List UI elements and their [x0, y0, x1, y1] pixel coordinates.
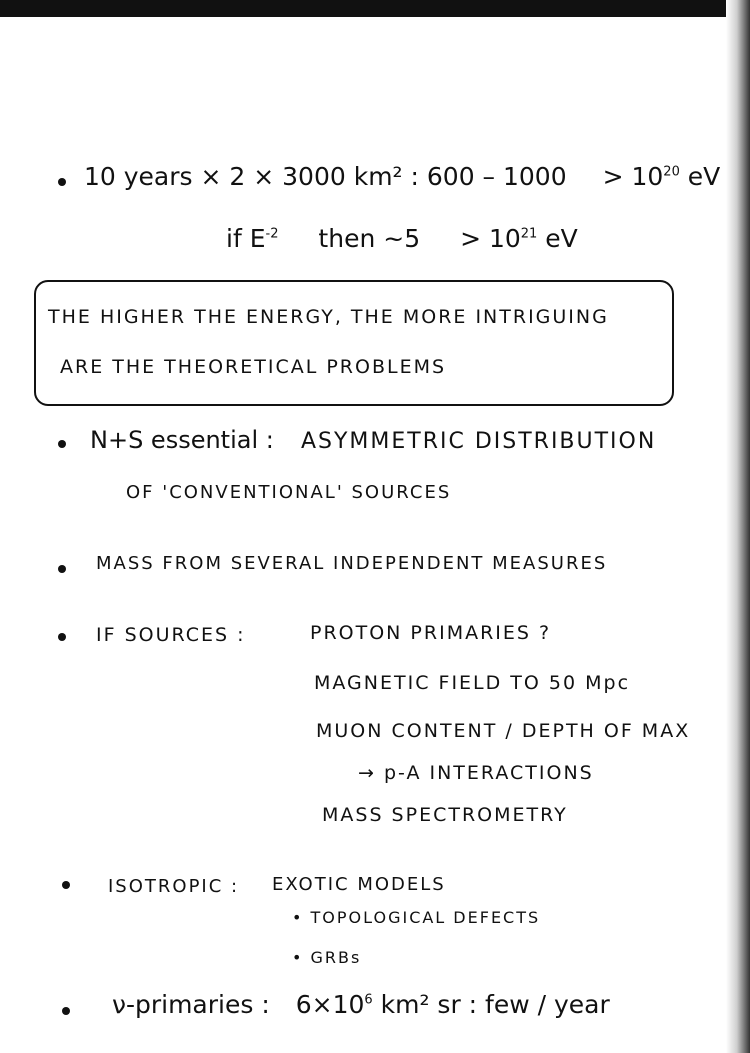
sources-item: MAGNETIC FIELD TO 50 Mpc	[314, 672, 631, 694]
threshold-exponent-2: 21	[520, 226, 538, 242]
rate-text: 10 years × 2 × 3000 km² : 600 – 1000	[84, 162, 567, 191]
isotropic-lead: ISOTROPIC :	[108, 876, 240, 897]
threshold-text-2: > 10	[460, 224, 521, 253]
nu-lead: ν-primaries :	[112, 990, 270, 1019]
bullet-dot	[58, 565, 66, 573]
then-text: then ~5	[318, 224, 421, 253]
mass-line: MASS FROM SEVERAL INDEPENDENT MEASURES	[96, 553, 608, 574]
scan-top-edge	[0, 0, 750, 17]
ns-lead: N+S essential :	[90, 426, 274, 454]
bullet-dot	[58, 633, 66, 641]
sources-lead: IF SOURCES :	[96, 624, 246, 646]
box-line-1: THE HIGHER THE ENERGY, THE MORE INTRIGUING	[48, 306, 609, 328]
scan-right-edge	[726, 0, 750, 1053]
ns-main: ASYMMETRIC DISTRIBUTION	[300, 429, 657, 454]
isotropic-main: EXOTIC MODELS	[272, 874, 446, 895]
condition-exponent: -2	[265, 226, 279, 242]
nu-unit: km² sr : few / year	[380, 990, 610, 1019]
threshold-exponent: 20	[663, 164, 680, 180]
isotropic-subitem: • TOPOLOGICAL DEFECTS	[292, 908, 541, 927]
bullet-dot	[62, 881, 70, 889]
sources-item: MASS SPECTROMETRY	[322, 804, 568, 826]
condition-text: if E	[226, 224, 266, 253]
unit-text: eV	[687, 162, 721, 191]
nu-exponent: 6	[364, 992, 373, 1008]
threshold-text: > 10	[602, 162, 664, 191]
isotropic-subitem: • GRBs	[292, 948, 362, 967]
highlight-box	[34, 280, 674, 406]
rate-line-2	[226, 224, 578, 253]
nu-main: 6×10	[295, 990, 365, 1019]
ns-line	[90, 426, 656, 454]
nu-line	[112, 990, 610, 1019]
ns-continuation: OF 'CONVENTIONAL' SOURCES	[126, 482, 452, 503]
box-line-2: ARE THE THEORETICAL PROBLEMS	[60, 356, 447, 378]
sources-item: PROTON PRIMARIES ?	[310, 622, 552, 644]
sources-item: → p-A INTERACTIONS	[358, 762, 594, 784]
bullet-dot	[62, 1007, 70, 1015]
bullet-dot	[58, 178, 66, 186]
sources-item: MUON CONTENT / DEPTH OF MAX	[316, 720, 691, 742]
unit-text-2: eV	[545, 224, 578, 253]
bullet-dot	[58, 440, 66, 448]
rate-line-1	[84, 162, 720, 191]
